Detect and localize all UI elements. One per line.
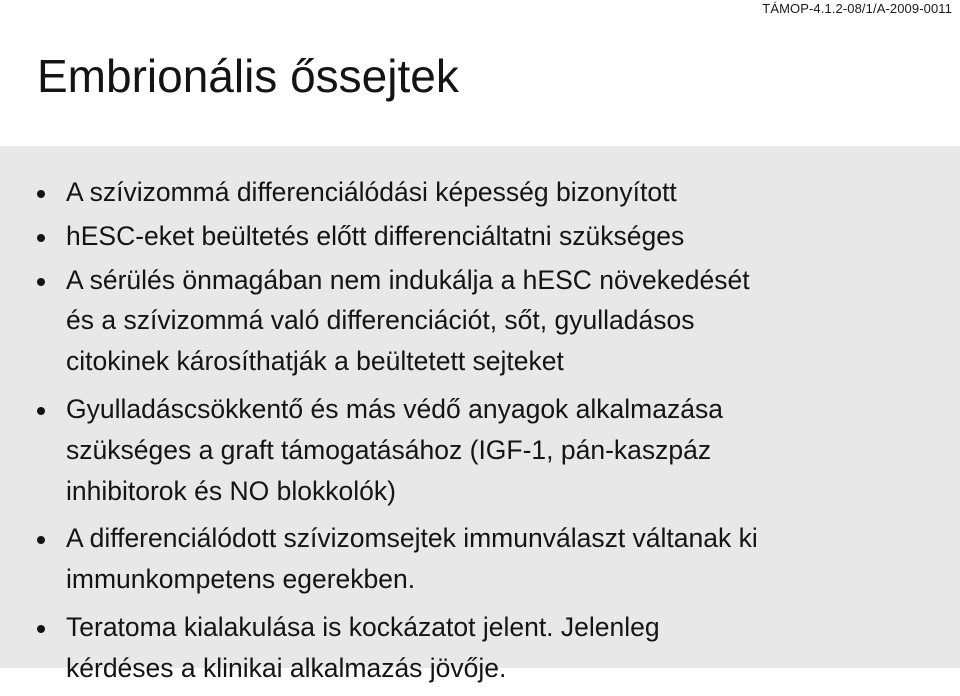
slide-title: Embrionális őssejtek [37, 50, 459, 102]
bullet-item [0, 389, 960, 511]
bullet-text: A szívizommá differenciálódási képesség bizonyított [66, 177, 677, 207]
bullet-text: A sérülés önmagában nem indukálja a hESC növekedését [66, 264, 750, 295]
bullet-text: immunkompetens egerekben. [66, 564, 416, 595]
bullet-dot-icon [37, 407, 45, 415]
bullet-item [0, 172, 960, 213]
bullet-item [0, 607, 960, 689]
bullet-text: A differenciálódott szívizomsejtek immunválaszt váltanak ki [66, 523, 758, 554]
bullet-dot-icon [37, 190, 45, 198]
bullet-text: Teratoma kialakulása is kockázatot jelent. Jelenleg [66, 611, 660, 642]
bullet-list [0, 172, 960, 696]
bullet-item [0, 518, 960, 600]
bullet-text: citokinek károsíthatják a beültetett sejteket [66, 346, 564, 377]
slide-header [0, 0, 960, 146]
bullet-dot-icon [37, 234, 45, 242]
slide-content [0, 146, 960, 683]
bullet-item [0, 216, 960, 257]
bullet-dot-icon [37, 536, 45, 544]
bullet-text: szükséges a graft támogatásához (IGF-1, pán-kaszpáz [66, 434, 712, 465]
bullet-dot-icon [37, 278, 45, 286]
bullet-dot-icon [37, 625, 45, 633]
bullet-text: hESC-eket beültetés előtt differenciáltatni szükséges [66, 220, 685, 251]
bullet-text: inhibitorok és NO blokkolók) [66, 475, 396, 506]
bullet-item [0, 260, 960, 382]
bullet-text: Gyulladáscsökkentő és más védő anyagok alkalmazása [66, 393, 723, 424]
project-code: TÁMOP-4.1.2-08/1/A-2009-0011 [762, 1, 952, 16]
bullet-text: és a szívizommá való differenciációt, sőt, gyulladásos [66, 305, 695, 336]
bullet-text: kérdéses a klinikai alkalmazás jövője. [66, 652, 507, 683]
